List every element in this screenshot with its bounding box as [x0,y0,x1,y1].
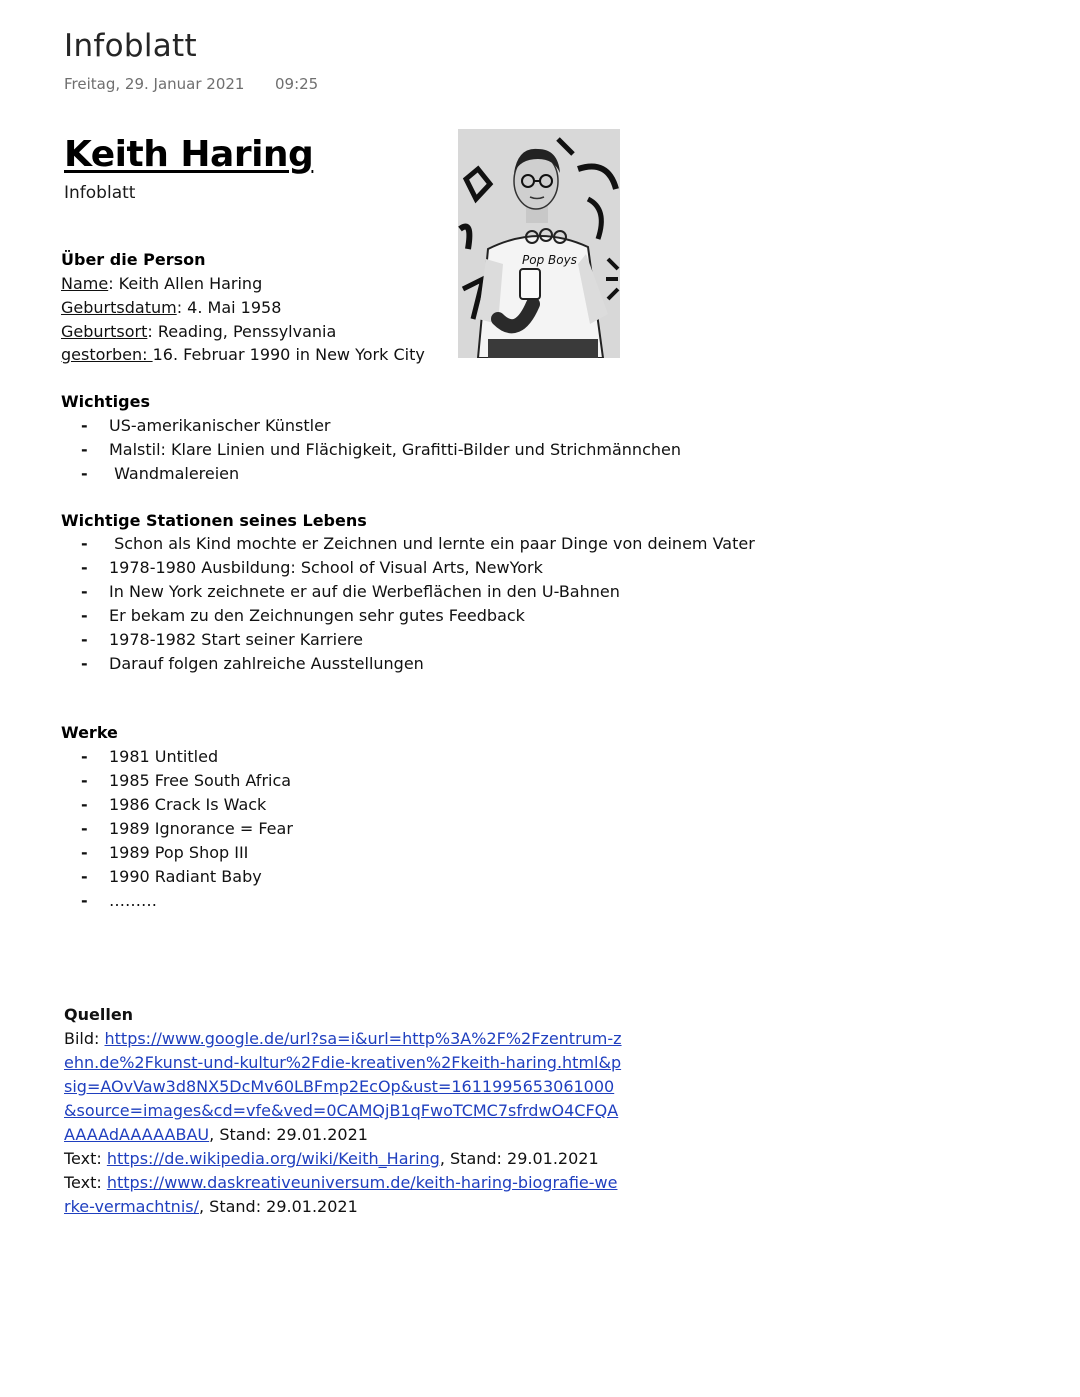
list-item: - Schon als Kind mochte er Zeichnen und lernte ein paar Dinge von deinem Vater [81,532,755,556]
list-item: - 1990 Radiant Baby [81,865,293,889]
important-list [81,414,681,486]
page-title: Infoblatt [64,28,197,64]
list-item: - Malstil: Klare Linien und Flächigkeit, Grafitti-Bilder und Strichmännchen [81,438,681,462]
stations-list [81,532,755,676]
person-birthdate-row [61,298,281,317]
page-date: Freitag, 29. Januar 2021 [64,75,245,93]
source-text2-link[interactable]: https://www.daskreativeuniversum.de/keith-haring-biografie-werke-vermachtnis/ [64,1173,618,1216]
works-list [81,745,293,913]
source-text1-prefix: Text: [64,1149,107,1168]
person-birthplace-value: : Reading, Penssylvania [147,322,337,341]
person-death-label: gestorben: [61,345,153,364]
source-image-link[interactable]: https://www.google.de/url?sa=i&url=http%3A%2F%2Fzentrum-zehn.de%2Fkunst-und-kultur%2Fdie-kreativen%2Fkeith-haring.html&psig=AOvVaw3d8NX5DcMv60LBFmp2EcOp&ust=1611995653061000&source=images&cd=vfe&ved=0CAMQjB1qFwoTCMC7sfrdwO4CFQAAAAAdAAAAABAU [64,1029,622,1144]
list-item: - ……… [81,889,293,913]
list-item: - 1978-1982 Start seiner Karriere [81,628,755,652]
list-item: - Er bekam zu den Zeichnungen sehr gutes Feedback [81,604,755,628]
person-name-label: Name [61,274,109,293]
source-text1-suffix: , Stand: 29.01.2021 [439,1149,599,1168]
list-item: - 1986 Crack Is Wack [81,793,293,817]
person-birthdate-label: Geburtsdatum [61,298,177,317]
source-image [64,1027,624,1147]
list-item: - Wandmalereien [81,462,681,486]
source-text2-suffix: , Stand: 29.01.2021 [198,1197,358,1216]
list-item: - 1978-1980 Ausbildung: School of Visual Arts, NewYork [81,556,755,580]
source-image-prefix: Bild: [64,1029,105,1048]
person-birthdate-value: : 4. Mai 1958 [176,298,282,317]
stations-heading: Wichtige Stationen seines Lebens [61,511,367,530]
list-item: - US-amerikanischer Künstler [81,414,681,438]
list-item: - Darauf folgen zahlreiche Ausstellungen [81,652,755,676]
person-death-value: 16. Februar 1990 in New York City [152,345,425,364]
list-item: - 1989 Pop Shop III [81,841,293,865]
important-heading: Wichtiges [61,392,150,411]
document-subtitle: Infoblatt [64,183,136,203]
person-birthplace-row [61,322,336,341]
sources-block [64,1003,624,1219]
source-text2-prefix: Text: [64,1173,107,1192]
list-item: - In New York zeichnete er auf die Werbeflächen in den U-Bahnen [81,580,755,604]
list-item: - 1985 Free South Africa [81,769,293,793]
person-death-row [61,345,425,364]
source-text1-link[interactable]: https://de.wikipedia.org/wiki/Keith_Haring [106,1149,440,1168]
portrait-photo-graphic [458,129,620,358]
document-title: Keith Haring [64,134,314,175]
person-heading: Über die Person [61,250,206,269]
page-time: 09:25 [275,75,319,93]
works-heading: Werke [61,723,118,742]
list-item: - 1981 Untitled [81,745,293,769]
person-birthplace-label: Geburtsort [61,322,148,341]
sources-heading: Quellen [64,1005,134,1024]
portrait-photo [458,129,620,358]
svg-text:Pop Boys: Pop Boys [522,253,577,267]
source-image-suffix: , Stand: 29.01.2021 [209,1125,368,1144]
source-text-2 [64,1171,624,1219]
list-item: - 1989 Ignorance = Fear [81,817,293,841]
source-text-1 [64,1147,624,1171]
person-name-row [61,274,262,293]
person-name-value: : Keith Allen Haring [108,274,263,293]
